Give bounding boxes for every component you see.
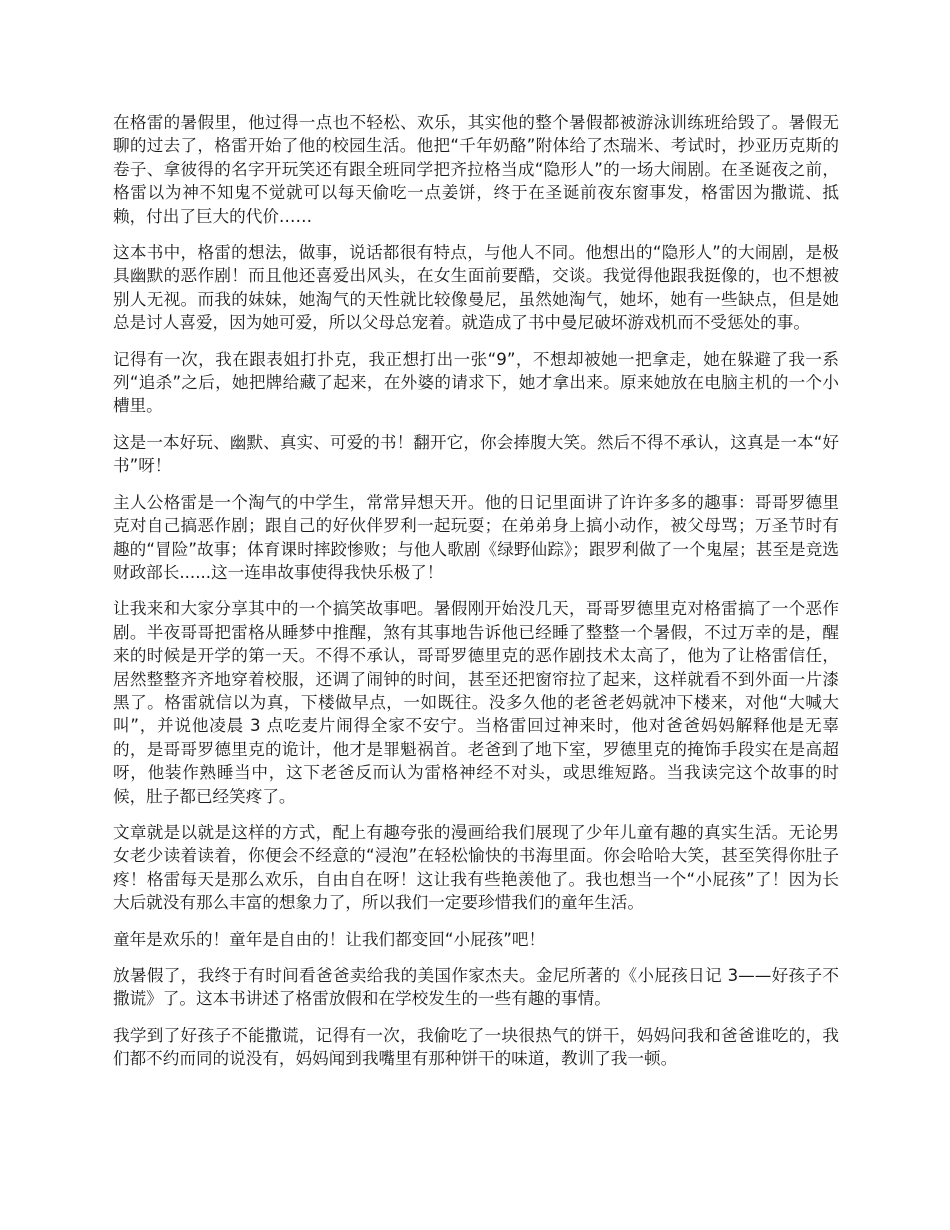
paragraph-8: 童年是欢乐的！童年是自由的！让我们都变回“小屁孩”吧！	[113, 929, 546, 949]
paragraph-9: 放暑假了，我终于有时间看爸爸卖给我的美国作家杰夫。金尼所著的《小屁孩日记 3——好孩子不撒谎》了。这本书讲述了格雷放假和在学校发生的一些有趣的事情。	[113, 966, 839, 1009]
document-body	[113, 111, 839, 1084]
paragraph-6: 让我来和大家分享其中的一个搞笑故事吧。暑假刚开始没几天，哥哥罗德里克对格雷搞了一个恶作剧。半夜哥哥把雷格从睡梦中推醒，煞有其事地告诉他已经睡了整整一个暑假，不过万幸的是，醒来的时候是开学的第一天。不得不承认，哥哥罗德里克的恶作剧技术太高了，他为了让格雷信任，居然整整齐齐地穿着校服，还调了闹钟的时间，甚至还把窗帘拉了起来，这样就看不到外面一片漆黑了。格雷就信以为真，下楼做早点，一如既往。没多久他的老爸老妈就冲下楼来，对他“大喊大叫”，并说他凌晨 3 点吃麦片闹得全家不安宁。当格雷回过神来时，他对爸爸妈妈解释他是无辜的，是哥哥罗德里克的诡计，他才是罪魁祸首。老爸到了地下室，罗德里克的掩饰手段实在是高超呀，他装作熟睡当中，这下老爸反而认为雷格神经不对头，或思维短路。当我读完这个故事的时候，肚子都已经笑疼了。	[113, 599, 839, 806]
paragraph-1: 在格雷的暑假里，他过得一点也不轻松、欢乐，其实他的整个暑假都被游泳训练班给毁了。暑假无聊的过去了，格雷开始了他的校园生活。他把“千年奶酪”附体给了杰瑞米、考试时，抄亚历克斯的卷子、拿彼得的名字开玩笑还有跟全班同学把齐拉格当成“隐形人”的一场大闹剧。在圣诞夜之前，格雷以为神不知鬼不觉就可以每天偷吃一点姜饼，终于在圣诞前夜东窗事发，格雷因为撒谎、抵赖，付出了巨大的代价……	[113, 113, 839, 226]
paragraph-7: 文章就是以就是这样的方式，配上有趣夸张的漫画给我们展现了少年儿童有趣的真实生活。无论男女老少读着读着，你便会不经意的“浸泡”在轻松愉快的书海里面。你会哈哈大笑，甚至笑得你肚子疼！格雷每天是那么欢乐，自由自在呀！这让我有些艳羡他了。我也想当一个“小屁孩”了！因为长大后就没有那么丰富的想象力了，所以我们一定要珍惜我们的童年生活。	[113, 822, 839, 913]
paragraph-3: 记得有一次，我在跟表姐打扑克，我正想打出一张“9”，不想却被她一把拿走，她在躲避了我一系列“追杀”之后，她把牌给藏了起来，在外婆的请求下，她才拿出来。原来她放在电脑主机的一个小槽里。	[113, 349, 839, 416]
paragraph-2: 这本书中，格雷的想法，做事，说话都很有特点，与他人不同。他想出的“隐形人”的大闹剧，是极具幽默的恶作剧！而且他还喜爱出风头，在女生面前要酷，交谈。我觉得他跟我挺像的，也不想被别人无视。而我的妹妹，她淘气的天性就比较像曼尼，虽然她淘气，她坏，她有一些缺点，但是她总是讨人喜爱，因为她可爱，所以父母总宠着。就造成了书中曼尼破坏游戏机而不受惩处的事。	[113, 243, 839, 333]
paragraph-4: 这是一本好玩、幽默、真实、可爱的书！翻开它，你会捧腹大笑。然后不得不承认，这真是一本“好书”呀！	[113, 432, 839, 476]
paragraph-10: 我学到了好孩子不能撒谎，记得有一次，我偷吃了一块很热气的饼干，妈妈问我和爸爸谁吃的，我们都不约而同的说没有，妈妈闻到我嘴里有那种饼干的味道，教训了我一顿。	[113, 1025, 839, 1069]
paragraph-5: 主人公格雷是一个淘气的中学生，常常异想天开。他的日记里面讲了许许多多的趣事：哥哥罗德里克对自己搞恶作剧；跟自己的好伙伴罗利一起玩耍；在弟弟身上搞小动作，被父母骂；万圣节时有趣的“冒险”故事；体育课时摔跤惨败；与他人歌剧《绿野仙踪》；跟罗利做了一个鬼屋；甚至是竞选财政部长......这一连串故事使得我快乐极了！	[113, 492, 839, 582]
